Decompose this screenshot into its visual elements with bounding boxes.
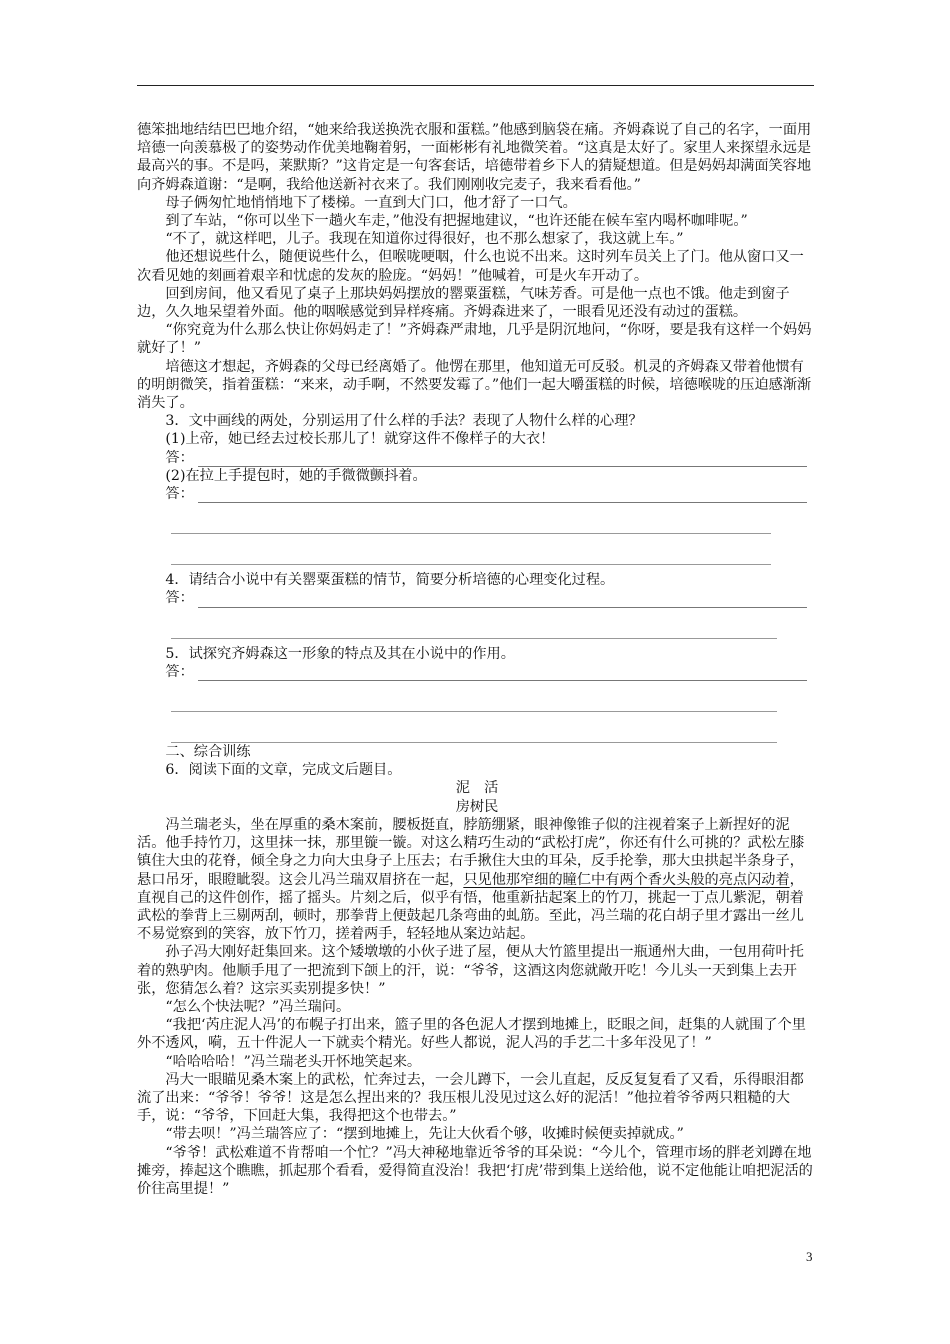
paragraph: 到了车站，“你可以坐下一趟火车走，”他没有把握地建议，“也许还能在候车室内喝杯咖啡呢。”	[165, 213, 748, 230]
article-author: 房树民	[455, 798, 499, 815]
question-3-part-2: (2)在拉上手提包时，她的手微微颤抖着。	[165, 467, 427, 484]
paragraph: 培德这才想起，齐姆森的父母已经离婚了。他愣在那里，他知道无可反驳。机灵的齐姆森又带着他惯有的明朗微笑，指着蛋糕：“来来，动手啊，不然要发霉了。”他们一起大嚼蛋糕的时候，培德喉咙的压迫感渐渐消失了。	[137, 358, 812, 412]
paragraph	[137, 816, 817, 943]
question-5: 5．试探究齐姆森这一形象的特点及其在小说中的作用。	[165, 645, 515, 662]
paragraph-text: ，直视自己的这件创作，摇了摇头。片刻之后，似乎有悟，他重新拈起案上的竹刀，挑起一丁点儿紫泥，朝着武松的拳背上三剔两刮，顿时，那拳背上便鼓起几条弯曲的虬筋。至此，冯兰瑞的花白胡子里才露出一丝儿不易觉察到的笑容，放下竹刀，搓着两手，轻轻地从案边站起。	[137, 871, 804, 943]
paragraph: “带去呗！”冯兰瑞答应了：“摆到地摊上，先让大伙看个够，收摊时候便卖掉就成。”	[165, 1126, 684, 1143]
paragraph: “爷爷！武松难道不肯帮咱一个忙？”冯大神秘地靠近爷爷的耳朵说：“今儿个，管理市场的胖老刘蹲在地摊旁，捧起这个瞧瞧，抓起那个看看，爱得简直没治！我把‘打虎’带到集上送给他，说不定他能让咱把泥活的价往高里提！”	[137, 1144, 813, 1197]
paragraph: 冯大一眼瞄见桑木案上的武松，忙奔过去，一会儿蹲下，一会儿直起，反反复复看了又看，乐得眼泪都流了出来：“爷爷！爷爷！这是怎么捏出来的？我压根儿没见过这么好的泥活！”他拉着爷爷两只粗糙的大手，说：“爷爷，下回赶大集，我得把这个也带去。”	[137, 1071, 804, 1125]
answer-line[interactable]	[137, 663, 817, 681]
document-body	[137, 121, 817, 1198]
answer-blank-line[interactable]	[171, 681, 777, 712]
question-3-part-1: (1)上帝，她已经去过校长那儿了！就穿这件不像样子的大衣！	[165, 431, 555, 448]
answer-label: 答：	[165, 590, 194, 607]
header-rule	[137, 85, 814, 86]
answer-blank-line[interactable]	[171, 503, 771, 534]
paragraph: “你究竟为什么那么快让你妈妈走了！”齐姆森严肃地，几乎是阴沉地问，“你呀，要是我有这样一个妈妈就好了！”	[137, 322, 812, 357]
paragraph: 回到房间，他又看见了桌子上那块妈妈摆放的罂粟蛋糕，气味芳香。可是他一点也不饿。他走到窗子边，久久地呆望着外面。他的咽喉感觉到异样疼痛。齐姆森进来了，一眼看见还没有动过的蛋糕。	[137, 285, 790, 321]
answer-label: 答：	[165, 663, 194, 680]
section-heading: 二、综合训练	[165, 744, 251, 761]
paragraph: “哈哈哈哈！”冯兰瑞老头开怀地笑起来。	[165, 1053, 422, 1070]
answer-label: 答：	[165, 486, 194, 503]
answer-label: 答：	[165, 449, 194, 466]
paragraph-text: 冯兰瑞老头，坐在厚重的桑木案前，腰板挺直，脖筋绷紧，眼神像锥子似的注视着案子上新捏好的泥活。他手持竹刀，这里抹一抹，那里镟一镟。对这么精巧生动的“武松打虎”，你还有什么可挑的？武松左膝镇住大虫的花脊，倾全身之力向大虫身子上压去；右手揪住大虫的耳朵，反手抡拳，那大虫拱起半条身子，悬口吊牙，眼瞪眦裂。这会儿冯兰瑞双眉挤在一起，	[137, 816, 805, 888]
answer-blank-line[interactable]	[171, 712, 777, 743]
answer-blank-line[interactable]	[171, 534, 771, 565]
paragraph: 他还想说些什么，随便说些什么，但喉咙哽咽，什么也说不出来。这时列车员关上了门。他从窗口又一次看见她的刻画着艰辛和忧虑的发灰的脸庞。“妈妈！”他喊着，可是火车开动了。	[137, 249, 804, 284]
answer-blank-line[interactable]	[171, 608, 777, 639]
paragraph: 母子俩匆忙地悄悄地下了楼梯。一直到大门口，他才舒了一口气。	[165, 194, 577, 211]
question-6: 6．阅读下面的文章，完成文后题目。	[165, 762, 402, 779]
answer-line[interactable]	[137, 485, 817, 503]
paragraph: 德笨拙地结结巴巴地介绍，“她来给我送换洗衣服和蛋糕。”他感到脑袋在痛。齐姆森说了自己的名字，一面用培德一向羡慕极了的姿势动作优美地鞠着躬，一面彬彬有礼地微笑着。“这真是太好了。家里人来探望永远是最高兴的事。不是吗，莱默斯？”这肯定是一句客套话，培德带着乡下人的猜疑想道。但是妈妈却满面笑容地向齐姆森道谢：“是啊，我给他送新衬衣来了。我们刚刚收完麦子，我来看看他。”	[137, 122, 812, 193]
underlined-text: 只见他那窄细的瞳仁中有两个香火头般的亮点闪动着	[463, 871, 790, 888]
answer-line[interactable]	[137, 449, 817, 467]
article-title: 泥 活	[455, 780, 499, 797]
paragraph: “我把‘芮庄泥人冯’的布幌子打出来，篮子里的各色泥人才摆到地摊上，眨眼之间，赶集的人就围了个里外不透风，嗬，五十件泥人一下就卖个精光。好些人都说，泥人冯的手艺二十多年没见了！”	[137, 1017, 806, 1052]
question-4: 4．请结合小说中有关罂粟蛋糕的情节，简要分析培德的心理变化过程。	[165, 572, 615, 589]
paragraph: “怎么个快法呢？”冯兰瑞问。	[165, 998, 351, 1015]
answer-line[interactable]	[137, 589, 817, 607]
paragraph: 孙子冯大刚好赶集回来。这个矮墩墩的小伙子进了屋，便从大竹篮里提出一瓶通州大曲，一包用荷叶托着的熟驴肉。他顺手甩了一把流到下颌上的汗，说：“爷爷，这酒这肉您就敞开吃！今儿头一天到集上去开张，您猜怎么着？这宗买卖别提多快！”	[137, 944, 804, 997]
question-3: 3．文中画线的两处，分别运用了什么样的手法？表现了人物什么样的心理？	[165, 413, 643, 430]
page-number: 3	[806, 1249, 813, 1264]
paragraph: “不了，就这样吧，儿子。我现在知道你过得很好，也不那么想家了，我这就上车。”	[165, 231, 684, 248]
